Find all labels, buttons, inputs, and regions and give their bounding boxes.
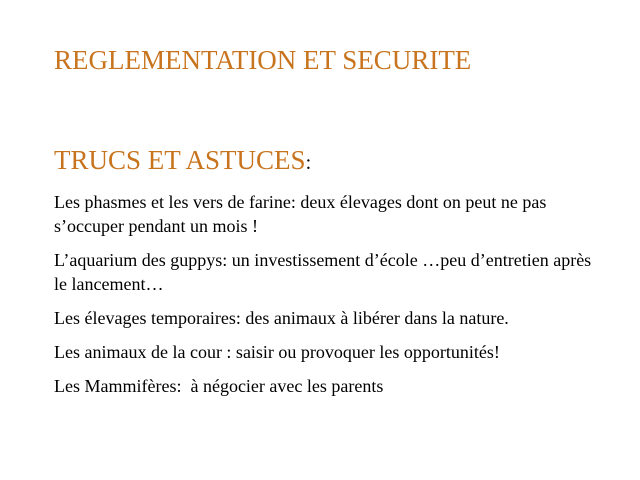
heading-trucs-astuces-text: TRUCS ET ASTUCES [54,145,306,175]
heading-reglementation: REGLEMENTATION ET SECURITE [54,45,472,75]
heading-colon: : [305,152,312,174]
heading-trucs-astuces [54,144,311,179]
tip-phasmes: Les phasmes et les vers de farine: deux élevages dont on peut ne pas s’occuper pendant un mois ! [54,192,551,236]
tips-list [54,190,599,408]
tip-mammiferes: Les Mammifères: à négocier avec les parents [54,376,384,396]
tip-aquarium: L’aquarium des guppys: un investissement d’école …peu d’entretien après le lancement… [54,250,596,294]
tip-animaux-cour: Les animaux de la cour : saisir ou provoquer les opportunités! [54,342,500,362]
tip-elevages-temporaires: Les élevages temporaires: des animaux à libérer dans la nature. [54,308,509,328]
